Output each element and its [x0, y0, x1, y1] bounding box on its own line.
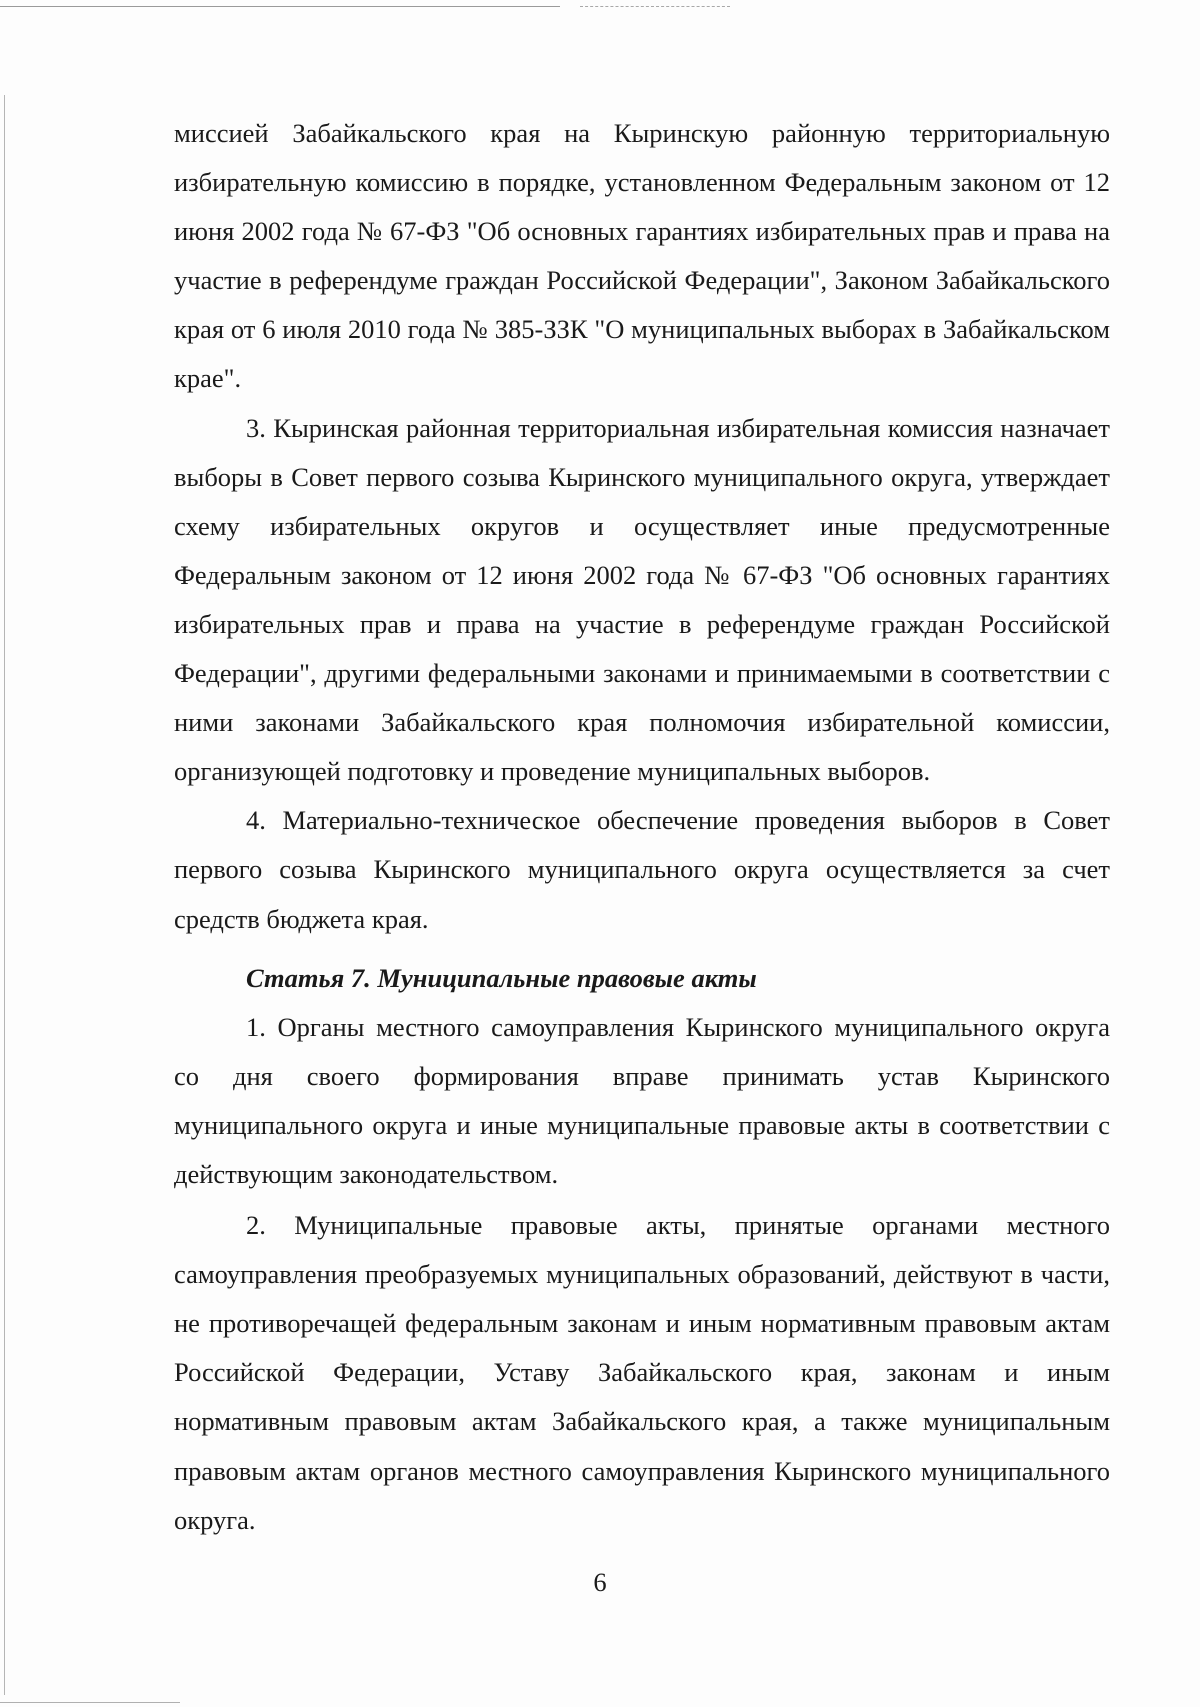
paragraph-item-3: 3. Кыринская районная территориальная избирательная комиссия назначает выборы в Совет первого созыва Кыринского муниципального округа, утверждает схему избирательных округов и осуществляет иные предусмотренные Федеральным законом от 12 июня 2002 года № 67-ФЗ "Об основных гарантиях избирательных прав и права на участие в референдуме граждан Российской Федерации", другими федеральными законами и принимаемыми в соответствии с ними законами Забайкальского края полномочия избирательной комиссии, организующей подготовку и проведение муниципальных выборов.	[174, 412, 1110, 787]
scan-left-margin-line	[4, 95, 5, 1695]
paragraph-continuation: миссией Забайкальского края на Кыринскую районную территориальную избирательную комиссию в порядке, установленном Федеральным законом от 12 июня 2002 года № 67-ФЗ "Об основных гарантиях избирательных прав и права на участие в референдуме граждан Российской Федерации", Законом Забайкальского края от 6 июля 2010 года № 385-ЗЗК "О муниципальных выборах в Забайкальском крае".	[174, 118, 1110, 394]
paragraph-article-7-item-2: 2. Муниципальные правовые акты, принятые органами местного самоуправления преобразуемых муниципальных образований, действуют в части, не противоречащей федеральным законам и иным нормативным правовым актам Российской Федерации, Уставу Забайкальского края, законам и иным нормативным правовым актам Забайкальского края, а также муниципальным правовым актам органов местного самоуправления Кыринского муниципального округа.	[174, 1210, 1110, 1535]
scan-top-rule-dashed	[580, 6, 730, 7]
scan-bottom-rule	[0, 1702, 180, 1703]
paragraph-article-7-item-1: 1. Органы местного самоуправления Кыринского муниципального округа со дня своего формирования вправе принимать устав Кыринского муниципального округа и иные муниципальные правовые акты в соответствии с действующим законодательством.	[174, 1011, 1110, 1189]
scan-top-rule	[0, 6, 560, 7]
page-number: 6	[593, 1567, 607, 1597]
article-7-heading: Статья 7. Муниципальные правовые акты	[246, 962, 757, 993]
document-body	[174, 109, 1110, 1545]
paragraph-item-4: 4. Материально-техническое обеспечение проведения выборов в Совет первого созыва Кыринского муниципального округа осуществляется за счет средств бюджета края.	[174, 805, 1110, 934]
